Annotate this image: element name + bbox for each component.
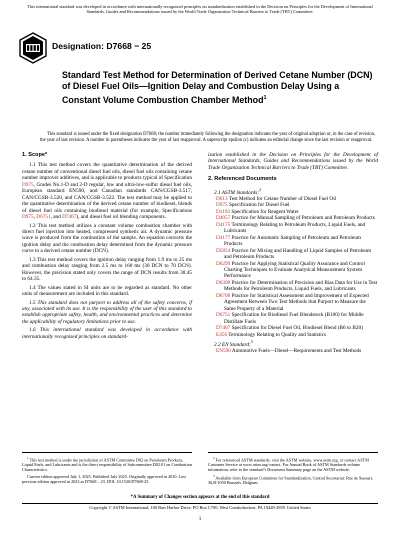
paragraph-1-6: 1.6 This international standard was developed in accordance with internationally recognized principles on standard-: [22, 327, 192, 340]
referenced-documents-heading: 2. Referenced Documents: [208, 176, 277, 183]
issuance-text: This standard is issued under the fixed designation D7668; the number immediately following the designation indicates the year of original adoption or, in the case of revision, the year of last revision. A number in parentheses indicates the year of last reapproval. A superscript epsilon (ε) indicates an editorial change since the last revision or reapproval.: [40, 132, 376, 143]
reference-code-link[interactable]: D5854: [216, 247, 231, 254]
reference-code-link[interactable]: D6708: [216, 292, 231, 299]
reference-title: Specification for Biodiesel Fuel Blendstock (B100) for Middle Distillate Fuels: [224, 312, 364, 325]
reference-item: [208, 222, 378, 235]
title-footnote-mark: 1: [263, 94, 267, 101]
en-standard-subheading: 2.2 EN Standard:$^3$: [214, 339, 253, 348]
footnote-1: $^1$ This test method is under the jurisdiction of ASTM Committee D02 on Petroleum Products, Liquid Fuels, and Lubricants and is the direct responsibility of Subcommittee D02.01 on Combustion Characteristics.: [22, 456, 192, 473]
reference-code-link[interactable]: D6299: [216, 260, 231, 267]
astm-logo-icon: [19, 32, 47, 64]
right-column: [208, 152, 378, 355]
ref-link-d975-2[interactable]: D975: [22, 214, 34, 221]
reference-code-link[interactable]: D6300: [216, 279, 231, 286]
paragraph-1-1: 1.1 This test method covers the quantitative determination of the derived cetane number of conventional diesel fuel oils, diesel fuel oils containing cetane number improver additives, and is applicable to products typical of Specification D975, Grades No.1-D and 2-D regular, low and ultra-low-sulfur diesel fuel oils, European standard EN590, and Canadian standards CAN/CGSB-3.517, CAN/CGSB-3.520, and CAN/CGSB-3.522. The test method may be applied to the quantitative determination of the derived cetane number of biodiesel, blends of diesel fuel oils containing biodiesel material (for example, Specifications D975, D6751, and D7467), and diesel fuel oil blending components.: [22, 162, 192, 221]
reference-item: [208, 235, 378, 248]
ref-link-d6751[interactable]: D6751: [36, 214, 51, 221]
issuance-statement: [40, 132, 380, 143]
reference-title: Automotive Fuels—Diesel—Requirements and Test Methods: [230, 348, 362, 355]
summary-of-changes-notice: *A Summary of Changes section appears at the end of this standard: [130, 495, 270, 500]
reference-list: [208, 196, 378, 338]
footnote-1-edition: Current edition approved July 1, 2025. Published July 2025. Originally approved in 2010. Last previous edition approved in 2023 as D7668 – 23. DOI: 10.1520/D7668-25.: [22, 473, 186, 484]
ref-link-d7467[interactable]: D7467: [62, 214, 77, 221]
paragraph-1-2: 1.2 This test method utilizes a constant volume combustion chamber with direct fuel injection into heated, compressed synthetic air. A dynamic pressure wave is produced from the combustion of the sample. An equation converts the ignition delay and the combustion delay determined from the dynamic pressure curve to a derived cetane number (DCN).: [22, 222, 192, 255]
international-standard-notice: This international standard was developed in accordance with internationally recognized principles on standardization established in the Decision on Principles for the Development of International Standards, Guides and Recommendations issued by the World Trade Organization Technical Barriers to Trade (TBT) Committee.: [27, 4, 373, 15]
footnotes-left: [22, 452, 192, 485]
reference-title: Specification for Diesel Fuel Oil, Biodiesel Blend (B6 to B20): [230, 325, 363, 332]
document-designation: Designation: D7668 − 25: [52, 41, 152, 51]
reference-item: [208, 312, 378, 325]
reference-item: [208, 332, 378, 338]
astm-standards-subheading: 2.1 ASTM Standards:$^2$: [214, 187, 261, 196]
copyright-notice: Copyright © ASTM International, 100 Barr Harbor Drive, PO Box C700, West Conshohocken, PA 19428-2959. United States: [89, 505, 311, 510]
reference-title: Specification for Diesel Fuel: [227, 202, 290, 209]
reference-code-link[interactable]: EN590: [216, 348, 231, 355]
paragraph-1-4: 1.4 The values stated in SI units are to be regarded as standard. No other units of measurement are included in this standard.: [22, 284, 192, 298]
reference-item: [208, 348, 378, 354]
paragraph-1-6-continued: ization established in the Decision on Principles for the Development of International Standards, Guides and Recommendations issued by the World Trade Organization Technical Barriers to Trade (TBT) Committee.: [208, 152, 378, 171]
reference-title: Specification for Reagent Water: [230, 208, 299, 215]
reference-item: [208, 293, 378, 312]
footnote-2: $^2$ For referenced ASTM standards, visit the ASTM website, www.astm.org, or contact ASTM Customer Service at www.astm.org/contact. For Annual Book of ASTM Standards volume information, refer to the standard’s Document Summary page on the ASTM website.: [208, 456, 369, 473]
reference-title: Practice for Applying Statistical Quality Assurance and Control Charting Techniques to Evaluate Analytical Measurement System Performance: [224, 260, 366, 280]
title-text: Standard Test Method for Determination of Derived Cetane Number (DCN) of Diesel Fuel Oils—Ignition Delay and Combustion Delay Using a Constant Volume Combustion Chamber Method: [62, 70, 373, 105]
left-column: [22, 152, 192, 342]
reference-code-link[interactable]: D4175: [216, 221, 231, 228]
reference-title: Practice for Mixing and Handling of Liquid Samples of Petroleum and Petroleum Products: [224, 247, 372, 261]
footnote-3: $^3$ Available from European Committee for Standardization, Central Secretariat: Rue de Stassart, 36,B-1050 Brussels, Belgium.: [208, 473, 374, 486]
document-title: [62, 70, 378, 106]
reference-title: Practice for Manual Sampling of Petroleum and Petroleum Products: [230, 215, 375, 222]
reference-item: [208, 261, 378, 280]
reference-title: Terminology Relating to Petroleum Products, Liquid Fuels, and Lubricants: [224, 221, 366, 235]
reference-code-link[interactable]: D7467: [216, 325, 231, 332]
footnotes-right: [208, 452, 378, 487]
reference-title: Practice for Determination of Precision and Bias Data for Use in Test Methods for Petroleum Products, Liquid Fuels, and Lubricants: [224, 279, 378, 293]
reference-code-link[interactable]: D613: [216, 196, 228, 203]
reference-code-link[interactable]: D975: [216, 202, 228, 209]
reference-code-link[interactable]: D6751: [216, 312, 231, 319]
reference-item: [208, 248, 378, 261]
paragraph-1-5: 1.5 This standard does not purport to address all of the safety concerns, if any, associated with its use. It is the responsibility of the user of this standard to establish appropriate safety, health, and environmental practices and determine the applicability of regulatory limitations prior to use.: [22, 299, 192, 325]
reference-code-link[interactable]: D1193: [216, 208, 231, 215]
page-number: 1: [198, 516, 202, 522]
reference-code-link[interactable]: E456: [216, 331, 228, 338]
en-reference-list: [208, 348, 378, 354]
reference-code-link[interactable]: D4177: [216, 234, 231, 241]
reference-item: [208, 280, 378, 293]
reference-code-link[interactable]: D4057: [216, 215, 231, 222]
reference-title: Practice for Automatic Sampling of Petroleum and Petroleum Products: [224, 234, 361, 248]
reference-title: Terminology Relating to Quality and Statistics: [227, 331, 327, 338]
bottom-divider: [22, 503, 378, 504]
reference-title: Test Method for Cetane Number of Diesel Fuel Oil: [227, 196, 337, 203]
reference-title: Practice for Statistical Assessment and Improvement of Expected Agreement Between Two Test Methods that Purport to Measure the Same Property of a Material: [224, 292, 369, 312]
ref-link-d975[interactable]: D975: [22, 181, 34, 188]
scope-heading: 1. Scope*: [22, 152, 48, 158]
paragraph-1-3: 1.3 This test method covers the ignition delay ranging from 1.9 ms to 25 ms and combustion delay ranging from 2.5 ms to 160 ms (30 DCN to 70 DCN). However, the precision stated only covers the range of DCN results from 38.45 to 64.35.: [22, 256, 192, 283]
